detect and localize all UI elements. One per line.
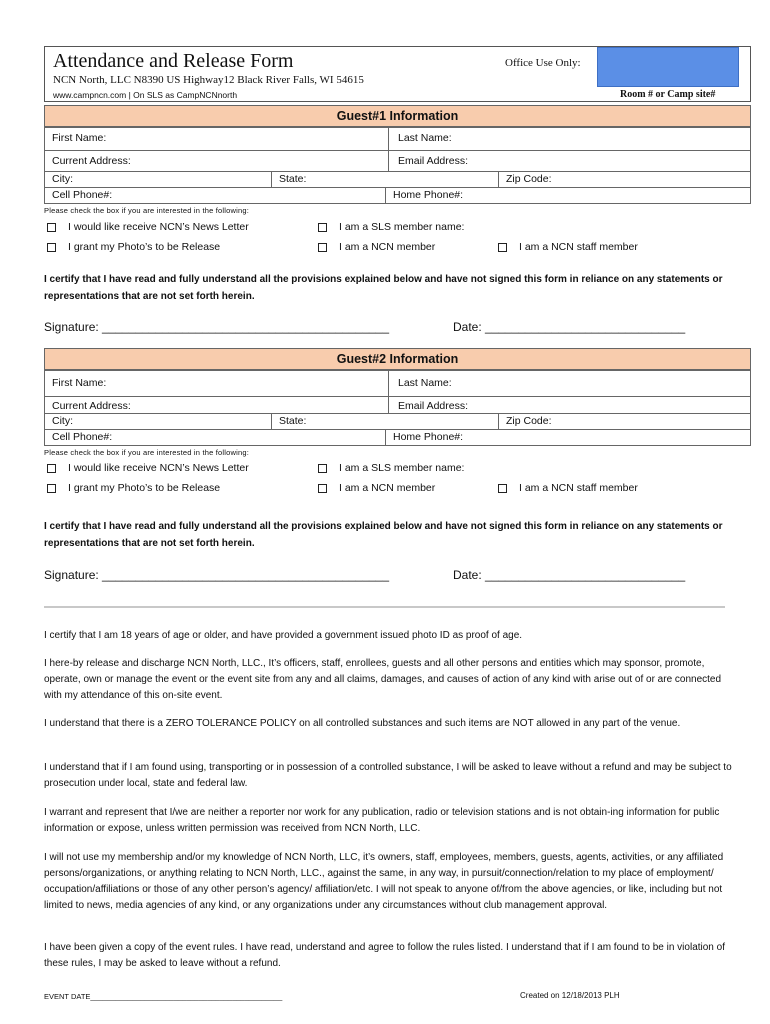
last-name-label: Last Name:: [398, 377, 452, 389]
first-name-label: First Name:: [52, 132, 107, 144]
state-label: State:: [279, 173, 307, 185]
option-label: I am a NCN member: [339, 241, 436, 253]
guest2-first-name-field[interactable]: [44, 370, 389, 397]
checkbox-icon[interactable]: [498, 243, 507, 252]
checkbox-icon[interactable]: [318, 484, 327, 493]
guest2-heading: Guest#2 Information: [44, 348, 751, 370]
terms-press: I warrant and represent that I/we are neither a reporter nor work for any publication, radio or television stations and is not obtain-ing information for public information or expose, unless written permission was received from NCN North, LLC.: [44, 807, 720, 834]
guest2-staff-option[interactable]: [498, 482, 638, 494]
guest2-state-field[interactable]: [271, 413, 499, 430]
terms-age: I certify that I am 18 years of age or older, and have provided a government issued photo ID as proof of age.: [44, 630, 523, 641]
guest1-newsletter-option[interactable]: [47, 221, 249, 233]
checkbox-icon[interactable]: [318, 464, 327, 473]
guest2-certification: I certify that I have read and fully understand all the provisions explained below and have not signed this form in reliance on any statements or representations that are not set forth herein.: [44, 521, 723, 549]
terms-zero-tolerance: I understand that there is a ZERO TOLERANCE POLICY on all controlled substances and such items are NOT allowed in any part of the venue.: [44, 718, 681, 729]
option-label: I grant my Photo’s to be Release: [68, 241, 221, 253]
guest2-city-field[interactable]: [44, 413, 272, 430]
guest1-state-field[interactable]: [271, 171, 499, 188]
guest1-home-field[interactable]: [385, 187, 751, 204]
guest1-sls-option[interactable]: [318, 221, 464, 233]
guest1-certification: I certify that I have read and fully understand all the provisions explained below and have not signed this form in reliance on any statements or representations that are not set forth herein.: [44, 274, 723, 302]
checkbox-icon[interactable]: [47, 223, 56, 232]
option-label: I am a NCN member: [339, 482, 436, 494]
checkbox-icon[interactable]: [498, 484, 507, 493]
state-label: State:: [279, 415, 307, 427]
guest1-date-line[interactable]: Date: ______________________________: [453, 320, 686, 334]
option-label: I am a SLS member name:: [339, 221, 465, 233]
created-note: Created on 12/18/2013 PLH: [520, 991, 620, 1000]
guest2-date-line[interactable]: Date: ______________________________: [453, 568, 686, 582]
guest1-last-name-field[interactable]: [388, 127, 751, 151]
checkbox-icon[interactable]: [47, 243, 56, 252]
terms-event-rules: I have been given a copy of the event rules. I have read, understand and agree to follow the rules listed. I understand that if I am found to be in violation of these rules, I may be asked to leave without a refund.: [44, 942, 725, 969]
last-name-label: Last Name:: [398, 132, 452, 144]
option-label: I am a NCN staff member: [519, 241, 638, 253]
guest1-zip-field[interactable]: [498, 171, 751, 188]
guest2-zip-field[interactable]: [498, 413, 751, 430]
cell-phone-label: Cell Phone#:: [52, 189, 113, 201]
guest2-email-field[interactable]: [388, 396, 751, 414]
company-website: www.campncn.com | On SLS as CampNCNnorth: [53, 90, 238, 100]
guest1-signature-line[interactable]: Signature: ___________________________________________: [44, 320, 390, 334]
guest1-cell-field[interactable]: [44, 187, 386, 204]
option-label: I am a SLS member name:: [339, 462, 465, 474]
email-label: Email Address:: [398, 400, 469, 412]
home-phone-label: Home Phone#:: [393, 431, 464, 443]
email-label: Email Address:: [398, 155, 469, 167]
terms-controlled-substance: I understand that if I am found using, transporting or in possession of a controlled substance, I will be asked to leave without a refund and may be subject to prosecution under local, state and federal law.: [44, 762, 732, 789]
guest2-member-option[interactable]: [318, 482, 435, 494]
guest1-city-field[interactable]: [44, 171, 272, 188]
guest2-last-name-field[interactable]: [388, 370, 751, 397]
office-use-label: Office Use Only:: [505, 57, 581, 69]
checkbox-icon[interactable]: [318, 223, 327, 232]
guest2-signature-line[interactable]: Signature: ___________________________________________: [44, 568, 390, 582]
guest2-newsletter-option[interactable]: [47, 462, 249, 474]
home-phone-label: Home Phone#:: [393, 189, 464, 201]
zip-label: Zip Code:: [506, 173, 552, 185]
guest2-cell-field[interactable]: [44, 429, 386, 446]
address-label: Current Address:: [52, 400, 131, 412]
company-address: NCN North, LLC N8390 US Highway12 Black River Falls, WI 54615: [53, 74, 364, 86]
form-title: Attendance and Release Form: [53, 50, 294, 72]
guest2-interest-note: Please check the box if you are interested in the following:: [44, 448, 250, 457]
checkbox-icon[interactable]: [318, 243, 327, 252]
city-label: City:: [52, 173, 73, 185]
address-label: Current Address:: [52, 155, 131, 167]
guest1-address-field[interactable]: [44, 150, 389, 172]
first-name-label: First Name:: [52, 377, 107, 389]
cell-phone-label: Cell Phone#:: [52, 431, 113, 443]
option-label: I would like receive NCN’s News Letter: [68, 462, 249, 474]
guest1-first-name-field[interactable]: [44, 127, 389, 151]
guest1-staff-option[interactable]: [498, 241, 638, 253]
option-label: I am a NCN staff member: [519, 482, 638, 494]
option-label: I grant my Photo’s to be Release: [68, 482, 221, 494]
guest2-sls-option[interactable]: [318, 462, 464, 474]
zip-label: Zip Code:: [506, 415, 552, 427]
guest1-email-field[interactable]: [388, 150, 751, 172]
event-date-line[interactable]: EVENT DATE______________________________________________: [44, 992, 283, 1001]
guest2-address-field[interactable]: [44, 396, 389, 414]
terms-release: I here-by release and discharge NCN North, LLC., It’s officers, staff, enrollees, guests and all other persons and entities which may sponsor, promote, operate, own or manage the event or the event site from any and all claims, damages, and causes of action of any kind with arise out of or are connected with my attendance of this on-site event.: [44, 658, 722, 701]
checkbox-icon[interactable]: [47, 464, 56, 473]
option-label: I would like receive NCN’s News Letter: [68, 221, 249, 233]
guest1-member-option[interactable]: [318, 241, 435, 253]
terms-membership: I will not use my membership and/or my knowledge of NCN North, LLC, it’s owners, staff, employees, members, guests, agents, activities, or any affiliated persons/organizations, or anything relating to NCN North, LLC., against the same, in any way, in pursuit/connection/relation to my place of employment/ occupation/affiliations or those of any other person’s agency/ affiliation/etc. I will not speak to anyone of/from the above agencies, or like, including but not limited to news, media agencies of any kind, or any organizations under any circumstances without club management approval.: [44, 852, 724, 911]
guest1-heading: Guest#1 Information: [44, 105, 751, 127]
checkbox-icon[interactable]: [47, 484, 56, 493]
guest2-home-field[interactable]: [385, 429, 751, 446]
section-divider: [44, 606, 725, 608]
guest1-interest-note: Please check the box if you are interested in the following:: [44, 206, 250, 215]
city-label: City:: [52, 415, 73, 427]
guest1-photo-option[interactable]: [47, 241, 220, 253]
office-use-field[interactable]: [597, 47, 739, 87]
guest2-photo-option[interactable]: [47, 482, 220, 494]
room-camp-site-label: Room # or Camp site#: [620, 89, 716, 100]
